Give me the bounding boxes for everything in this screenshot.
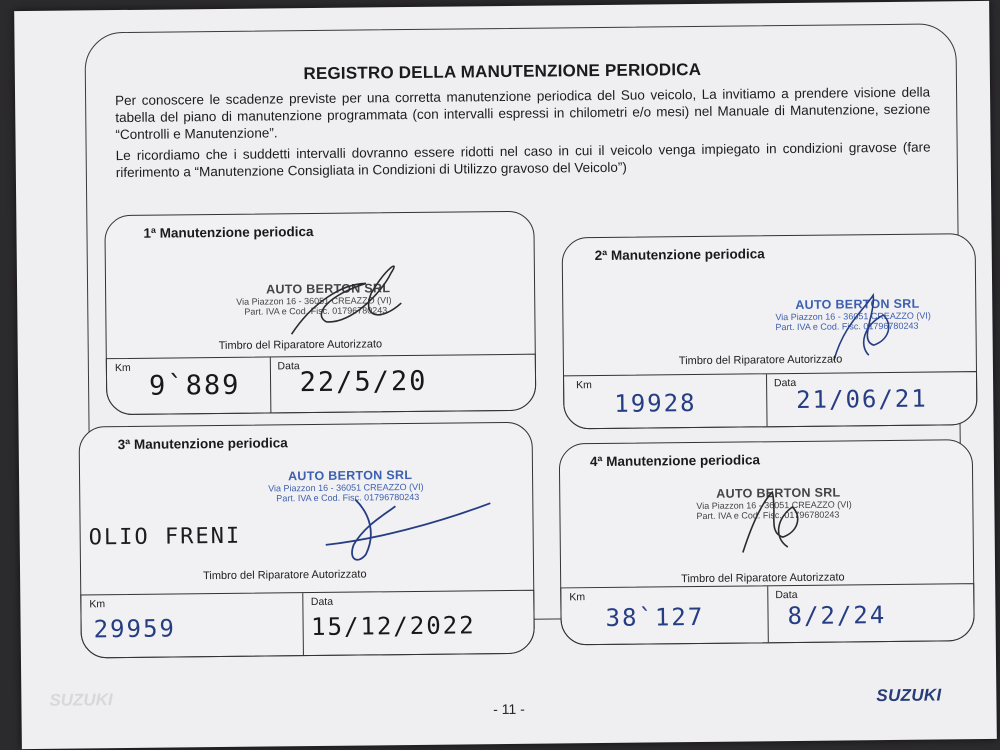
- date-value: 22/5/20: [299, 365, 428, 399]
- intro-paragraph-2: Le ricordiamo che i suddetti intervalli dovranno essere ridotti nel caso in cui il veicolo venga impiegato in condizioni gravose (fare riferimento a “Manutenzione Consigliata in Condizioni di Utilizzo gravoso del Veicolo”): [115, 139, 931, 181]
- card-title: 3ª Manutenzione periodica: [117, 435, 288, 453]
- intro-paragraph-1: Per conoscere le scadenze previste per una corretta manutenzione periodica del Suo veicolo, La invitiamo a prendere visione della tabella del piano di manutenzione programmata (con intervalli espressi in chilometri e/o mesi) nel Manuale di Manutenzione, sezione “Controlli e Manutenzione”.: [115, 84, 931, 143]
- date-cell: [303, 591, 534, 655]
- maintenance-card-3: [79, 422, 535, 659]
- stamp-address: Via Piazzon 16 - 36051 CREAZZO (VI): [775, 310, 931, 323]
- km-date-row: [106, 354, 537, 415]
- bleed-through-logo: SUZUKI: [49, 690, 113, 710]
- date-label: Data: [310, 595, 334, 609]
- km-date-row: [80, 590, 535, 659]
- maintenance-card-1: [104, 211, 536, 415]
- stamp-address: Via Piazzon 16 - 36051 CREAZZO (VI): [268, 481, 424, 494]
- date-cell: [766, 372, 977, 426]
- km-date-row: [560, 583, 975, 645]
- km-cell: [107, 357, 271, 414]
- km-value: 9`889: [148, 369, 241, 402]
- card-title: 4ª Manutenzione periodica: [589, 452, 761, 470]
- date-cell: [269, 355, 535, 413]
- km-value: 19928: [614, 389, 697, 418]
- km-date-row: [563, 371, 978, 429]
- card-title: 2ª Manutenzione periodica: [594, 246, 765, 264]
- signature-1: [271, 233, 432, 345]
- stamp-name: AUTO BERTON SRL: [795, 296, 920, 312]
- stamp-name: AUTO BERTON SRL: [266, 281, 391, 297]
- date-label: Data: [773, 376, 797, 390]
- stamp-vat: Part. IVA e Cod. Fisc. 01796780243: [276, 491, 420, 504]
- km-label: Km: [89, 598, 106, 611]
- page-title: REGISTRO DELLA MANUTENZIONE PERIODICA: [303, 59, 702, 84]
- signature-3: [315, 483, 496, 575]
- timbro-label: Timbro del Riparatore Autorizzato: [203, 568, 367, 583]
- stamp-vat: Part. IVA e Cod. Fisc. 01796780243: [775, 320, 919, 333]
- page-number: - 11 -: [493, 700, 525, 718]
- handwritten-note: OLIO FRENI: [88, 523, 242, 551]
- maintenance-card-2: [562, 233, 978, 429]
- km-label: Km: [114, 361, 131, 375]
- stamp-name: AUTO BERTON SRL: [287, 467, 413, 484]
- km-cell: [564, 374, 767, 428]
- km-label: Km: [569, 591, 586, 604]
- stamp-address: Via Piazzon 16 - 36051 CREAZZO (VI): [696, 499, 852, 512]
- km-value: 29959: [93, 614, 177, 644]
- suzuki-logo: SUZUKI: [876, 685, 942, 706]
- stamp-name: AUTO BERTON SRL: [716, 485, 841, 501]
- km-value: 38`127: [605, 602, 705, 632]
- km-cell: [81, 593, 304, 657]
- stamp-vat: Part. IVA e Cod. Fisc. 01796780243: [696, 509, 840, 522]
- date-cell: [767, 584, 974, 642]
- timbro-label: Timbro del Riparatore Autorizzato: [681, 571, 845, 586]
- date-value: 8/2/24: [787, 601, 887, 631]
- stamp-vat: Part. IVA e Cod. Fisc. 01796780243: [244, 305, 388, 317]
- date-value: 21/06/21: [796, 384, 928, 414]
- date-label: Data: [775, 588, 798, 602]
- maintenance-card-4: [559, 439, 975, 645]
- card-title: 1ª Manutenzione periodica: [143, 224, 314, 241]
- timbro-label: Timbro del Riparatore Autorizzato: [218, 338, 383, 353]
- km-label: Km: [576, 379, 592, 392]
- date-label: Data: [277, 360, 300, 373]
- stamp-address: Via Piazzon 16 - 36051 CREAZZO (VI): [236, 295, 392, 307]
- km-cell: [561, 586, 769, 644]
- logbook-page: [14, 1, 997, 749]
- timbro-label: Timbro del Riparatore Autorizzato: [678, 353, 843, 368]
- date-value: 15/12/2022: [310, 611, 476, 642]
- signature-4: [732, 482, 823, 563]
- intro-text: [115, 84, 931, 186]
